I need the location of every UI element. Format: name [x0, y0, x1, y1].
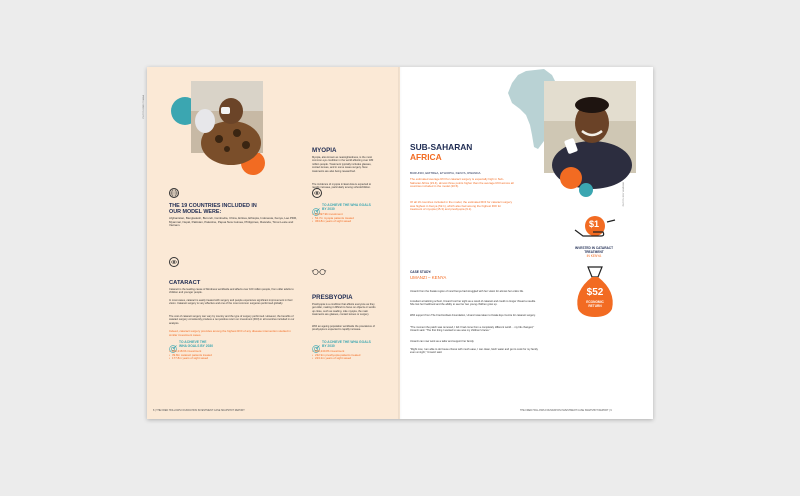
decor-orange-blob-right [560, 167, 582, 189]
case-study-quote2: "Right now, I am able to do house chores with much ease, I can clean, fetch water and get to cook for my family even at night," Umanzi said. [410, 348, 538, 355]
case-study-p2: A student at tailoring school, Umanzi lost her sight as a result of cataract and could no longer thread a needle. She lost her livelihood and the ability to see her two young children grow up. [410, 300, 536, 307]
countries-heading: THE 19 COUNTRIES INCLUDED IN OUR MODEL WERE: [169, 203, 257, 216]
cataract-goals [169, 350, 249, 361]
list-item: • $25,240.8b investment [312, 350, 382, 354]
left-page [142, 67, 400, 419]
photo-credit-right: PHOTO: ROY LEMMING [623, 181, 626, 207]
myopia-goals-heading: TO ACHIEVE THE WHA GOALS BY 2030 [322, 203, 371, 211]
case-study-p3: With support from The Fred Hollows Foundation, Umanzi was taken to Kwale Eye Centre for cataract surgery. [410, 314, 536, 317]
list-item: • 363.8m years of sight saved [312, 220, 382, 224]
list-item: • $25,218.6b investment [169, 350, 249, 354]
region-p2: Of all 19 countries included in the model, the estimated ROI for cataract surgery was highest in Kenya (52.1), which also had among the highest ROI for treatment of myopia (15.3) and presbyopia (9.1). [410, 200, 513, 212]
footer-right: THE FRED HOLLOWS FOUNDATION INVESTMENT CASE SNAPSHOT REPORT | 9 [520, 409, 612, 412]
return-label: ECONOMIC RETURN [586, 300, 604, 308]
presbyopia-p1: Presbyopia is a condition that affects everyone as they get older, making it difficult to focus on objects or words up close, such as reading. Like myopia, the main treatments are glasses, contact lenses or surgery. [312, 303, 376, 317]
decor-teal-blob-right [579, 183, 593, 197]
woman-photo [544, 81, 636, 173]
globe-icon [169, 188, 179, 198]
right-page [400, 67, 653, 419]
cataract-highlight: Indeed, cataract surgery provides among the highest ROI of any disease intervention studied in similar investment cases. [169, 329, 291, 337]
myopia-goals [312, 213, 382, 224]
case-study-label: CASE STUDY: [410, 270, 432, 274]
invest-amount: $1 [589, 219, 600, 229]
myopia-heading: MYOPIA [312, 147, 337, 154]
cataract-goals-heading: TO ACHIEVE THE WHA GOALS BY 2030 [179, 340, 214, 348]
list-item: • 39.8m cataract patients treated [169, 354, 249, 358]
glasses-icon [312, 263, 326, 281]
case-study-p4: Umanzi can now work as a tailor and support her family. [410, 340, 475, 343]
cataract-p3: The cost of cataract surgery can vary by country and the type of surgery performed. However, the benefits of cataract surgery consistently produce a net positive return on investment (ROI) in all countries included in our analysis. [169, 315, 295, 325]
list-item: • 223.2m years of sight saved [312, 357, 382, 361]
presbyopia-p2: With an ageing population worldwide the prevalence of presbyopia is expected to rapidly increase. [312, 325, 375, 332]
list-item: • 232.9m presbyopia patients treated [312, 354, 382, 358]
region-title-line1: SUB-SAHARAN [410, 142, 473, 152]
presbyopia-goals-heading: TO ACHIEVE THE WHA GOALS BY 2030 [322, 340, 371, 348]
invest-location: IN KENYA [586, 254, 602, 258]
myopia-p1: Myopia, also known as nearsightedness, is the most common eye condition in the world affecting over 180 million people. Treatment typically includes glasses, contact lenses, and in some cases surgery. New treatments are also being researched. [312, 156, 374, 173]
case-study-name: UMANZI – KENYA [410, 275, 447, 280]
cataract-p1: Cataract is the leading cause of blindness worldwide and affects over 100 million people, from older adults to children and younger people. [169, 288, 294, 295]
cataract-heading: CATARACT [169, 280, 201, 286]
case-study-quote1: "The moment the patch was removed, I felt I had come from a completely different world… my life changed," Umanzi said. "The first thing I wanted to see was my children's faces." [410, 326, 535, 333]
list-item: • 52.7m myopia patients treated [312, 217, 382, 221]
return-amount: $52 [586, 287, 604, 298]
myopia-p2: The incidence of myopia in East Asia is expected to rapidly increase, particularly among schoolchildren. [312, 183, 372, 190]
region-countries: BURUNDI, ERITREA, ETHIOPIA, KENYA, RWANDA [410, 171, 481, 175]
presbyopia-goals [312, 350, 382, 361]
region-p1: The estimated average ROI for cataract surgery is especially high in Sub-Saharan Africa (23.4), almost three points higher than the average ROI across all countries included in the model (20.5). [410, 177, 514, 189]
photo-credit-left: PHOTO: MIKE ITIVANA [142, 95, 145, 119]
countries-list: Afghanistan, Bangladesh, Burundi, Cambodia, China, Eritrea, Ethiopia, Indonesia, Kenya, Lao PDR, Myanmar, Nepal, Pakistan, Palestine, Papua New Guinea, Philippines, Rwanda, Timor-Leste and Vietnam. [169, 216, 297, 228]
presbyopia-heading: PRESBYOPIA [312, 294, 353, 301]
cataract-p2: In most cases, cataract is easily treated with surgery and people experience significant improvement in their vision. Cataract surgery is very effective and one of the most common surgeries performed globally. [169, 299, 293, 306]
region-title-line2: AFRICA [410, 152, 442, 162]
child-photo [191, 81, 263, 153]
list-item: • 177.8m years of sight saved [169, 357, 249, 361]
list-item: • $1,697.9b investment [312, 213, 382, 217]
spine-shadow [398, 67, 402, 419]
case-study-p1: Umanzi from the Kwale region of rural Kenya had struggled with her vision for almost her entire life. [410, 290, 524, 293]
report-spread [142, 67, 653, 419]
invest-label: INVESTED IN CATARACT TREATMENT [574, 246, 614, 254]
eye-icon [169, 257, 179, 267]
footer-left: 8 | THE FRED HOLLOWS FOUNDATION INVESTMENT CASE SNAPSHOT REPORT [153, 409, 245, 412]
